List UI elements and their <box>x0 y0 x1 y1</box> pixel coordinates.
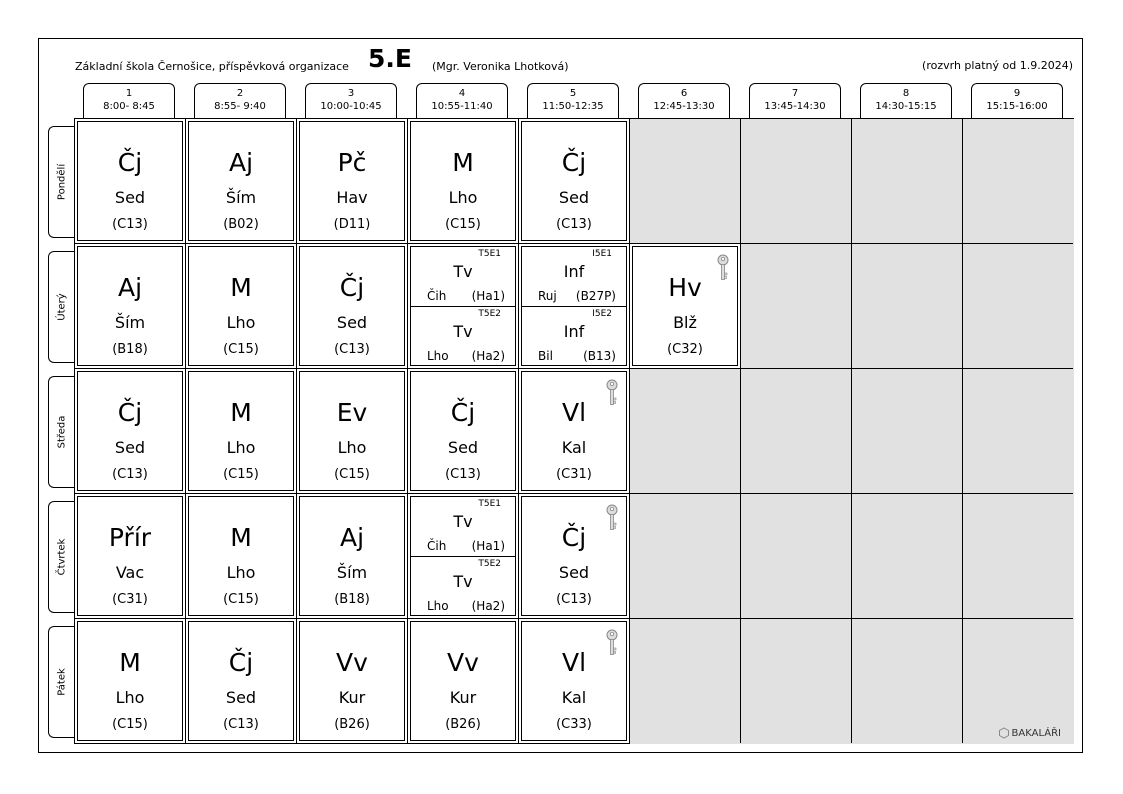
day-header <box>48 126 74 238</box>
lesson-cell <box>299 621 405 741</box>
room: (C15) <box>223 342 259 357</box>
subject: Inf <box>563 262 585 281</box>
room: (C15) <box>112 717 148 732</box>
empty-cell <box>963 619 1074 744</box>
teacher-code: Čih <box>427 539 447 553</box>
subject: Vv <box>336 648 368 677</box>
room: (C31) <box>556 467 592 482</box>
period-time: 8:00- 8:45 <box>103 101 155 112</box>
subject: Tv <box>453 572 473 591</box>
lesson-cell <box>410 371 516 491</box>
room: (C13) <box>556 217 592 232</box>
empty-cell <box>963 494 1074 619</box>
lesson-cell <box>77 246 183 366</box>
period-number: 3 <box>347 88 355 99</box>
empty-cell <box>741 369 852 494</box>
empty-cell <box>630 369 741 494</box>
period-number: 9 <box>1013 88 1021 99</box>
teacher-code: Kal <box>561 688 587 707</box>
teacher-code: Ším <box>225 188 257 207</box>
lesson-cell <box>188 246 294 366</box>
key-icon <box>605 629 619 657</box>
lesson-cell <box>410 621 516 741</box>
grid-line <box>407 119 408 743</box>
teacher-code: Sed <box>558 563 590 582</box>
period-time: 12:45-13:30 <box>653 101 715 112</box>
grid-line <box>185 119 186 743</box>
day-header <box>48 501 74 613</box>
room: (B26) <box>445 717 481 732</box>
key-icon <box>605 379 619 407</box>
teacher-code: Kur <box>338 688 366 707</box>
group-code: T5E2 <box>478 309 501 319</box>
room: (B02) <box>223 217 259 232</box>
lesson-group <box>522 247 626 306</box>
room: (C13) <box>445 467 481 482</box>
room: (B26) <box>334 717 370 732</box>
subject: M <box>230 398 252 427</box>
period-header <box>638 83 730 118</box>
room: (C33) <box>556 717 592 732</box>
bakalari-label: BAKALÁŘI <box>1011 728 1061 739</box>
room: (B27P) <box>575 289 616 303</box>
lesson-cell <box>188 621 294 741</box>
lesson-cell <box>299 371 405 491</box>
lesson-cell <box>188 121 294 241</box>
empty-cell <box>741 244 852 369</box>
day-name: Úterý <box>56 293 67 321</box>
period-time: 10:55-11:40 <box>431 101 493 112</box>
validity-date: (rozvrh platný od 1.9.2024) <box>922 59 1073 72</box>
subject: Čj <box>228 648 254 677</box>
teacher-code: Lho <box>427 599 449 613</box>
empty-cell <box>741 619 852 744</box>
group-code: T5E1 <box>478 499 501 509</box>
subject: Tv <box>453 512 473 531</box>
lesson-cell <box>299 121 405 241</box>
subject: Čj <box>117 398 143 427</box>
empty-cell <box>852 244 963 369</box>
empty-cell <box>963 244 1074 369</box>
empty-cell <box>963 369 1074 494</box>
period-header <box>749 83 841 118</box>
lesson-cell <box>299 496 405 616</box>
day-header <box>48 251 74 363</box>
subject: Ev <box>336 398 368 427</box>
grid-line <box>75 493 1073 494</box>
teacher-code: Sed <box>114 188 146 207</box>
lesson-group <box>411 557 515 616</box>
teacher-code: Sed <box>558 188 590 207</box>
lesson-cell-split <box>410 496 516 616</box>
teacher-code: Hav <box>336 188 368 207</box>
teacher-code: Ruj <box>538 289 557 303</box>
teacher-code: Lho <box>448 188 478 207</box>
teacher-code: Sed <box>336 313 368 332</box>
group-divider <box>411 556 515 557</box>
teacher-code: Sed <box>114 438 146 457</box>
grid-line <box>629 119 630 743</box>
teacher-code: Ším <box>336 563 368 582</box>
teacher-code: Sed <box>447 438 479 457</box>
teacher-code: Bil <box>538 349 553 363</box>
group-divider <box>411 306 515 307</box>
empty-cell <box>630 619 741 744</box>
room: (Ha2) <box>471 599 505 613</box>
key-icon <box>716 254 730 282</box>
period-number: 4 <box>458 88 466 99</box>
room: (C13) <box>112 217 148 232</box>
period-time: 15:15-16:00 <box>986 101 1048 112</box>
room: (B18) <box>112 342 148 357</box>
grid-line <box>740 119 741 743</box>
subject: Čj <box>561 148 587 177</box>
lesson-cell <box>632 246 738 366</box>
lesson-cell <box>77 496 183 616</box>
subject: Vl <box>561 648 587 677</box>
subject: M <box>452 148 474 177</box>
key-icon <box>605 504 619 532</box>
room: (B13) <box>583 349 616 363</box>
grid-line <box>518 119 519 743</box>
grid-line <box>75 618 1073 619</box>
period-header <box>527 83 619 118</box>
period-header <box>971 83 1063 118</box>
group-divider <box>522 306 626 307</box>
teacher-code: Vac <box>115 563 145 582</box>
period-number: 1 <box>125 88 133 99</box>
room: (Ha1) <box>471 289 505 303</box>
room: (C13) <box>334 342 370 357</box>
subject: Hv <box>668 273 702 302</box>
teacher-code: Lho <box>115 688 145 707</box>
subject: Čj <box>561 523 587 552</box>
teacher-code: Lho <box>226 563 256 582</box>
period-time: 13:45-14:30 <box>764 101 826 112</box>
class-teacher: (Mgr. Veronika Lhotková) <box>432 60 569 73</box>
day-header <box>48 626 74 738</box>
group-code: T5E1 <box>478 249 501 259</box>
room: (C13) <box>223 717 259 732</box>
empty-cell <box>963 119 1074 244</box>
period-header <box>83 83 175 118</box>
lesson-cell <box>77 121 183 241</box>
subject: Čj <box>117 148 143 177</box>
lesson-cell <box>299 246 405 366</box>
grid-line <box>962 119 963 743</box>
day-header <box>48 376 74 488</box>
subject: Čj <box>450 398 476 427</box>
teacher-code: Čih <box>427 289 447 303</box>
subject: M <box>230 273 252 302</box>
lesson-group <box>411 497 515 556</box>
teacher-code: Sed <box>225 688 257 707</box>
teacher-code: Kal <box>561 438 587 457</box>
subject: Pč <box>337 148 367 177</box>
timetable-grid <box>74 118 1074 744</box>
period-time: 10:00-10:45 <box>320 101 382 112</box>
lesson-cell <box>188 496 294 616</box>
room: (C13) <box>556 592 592 607</box>
lesson-group <box>411 247 515 306</box>
empty-cell <box>852 369 963 494</box>
teacher-code: Lho <box>226 313 256 332</box>
group-code: I5E1 <box>592 249 612 259</box>
teacher-code: Lho <box>427 349 449 363</box>
empty-cell <box>852 119 963 244</box>
day-name: Pondělí <box>56 163 67 201</box>
period-number: 6 <box>680 88 688 99</box>
bakalari-logo-icon <box>998 727 1010 739</box>
room: (Ha2) <box>471 349 505 363</box>
room: (Ha1) <box>471 539 505 553</box>
subject: Čj <box>339 273 365 302</box>
class-name: 5.E <box>368 44 412 73</box>
bakalari-brand <box>998 727 1061 739</box>
subject: Inf <box>563 322 585 341</box>
grid-line <box>75 243 1073 244</box>
lesson-cell <box>521 496 627 616</box>
room: (C15) <box>445 217 481 232</box>
period-time: 8:55- 9:40 <box>214 101 266 112</box>
period-header <box>194 83 286 118</box>
lesson-cell-split <box>521 246 627 366</box>
subject: Vl <box>561 398 587 427</box>
period-time: 11:50-12:35 <box>542 101 604 112</box>
teacher-code: Lho <box>337 438 367 457</box>
day-name: Pátek <box>56 668 67 696</box>
lesson-group <box>411 307 515 366</box>
empty-cell <box>741 494 852 619</box>
grid-line <box>851 119 852 743</box>
room: (C13) <box>112 467 148 482</box>
period-number: 8 <box>902 88 910 99</box>
room: (D11) <box>333 217 371 232</box>
lesson-cell <box>521 371 627 491</box>
room: (C32) <box>667 342 703 357</box>
period-number: 5 <box>569 88 577 99</box>
subject: Vv <box>447 648 479 677</box>
room: (C15) <box>223 592 259 607</box>
lesson-cell <box>410 121 516 241</box>
group-code: I5E2 <box>592 309 612 319</box>
teacher-code: Ším <box>114 313 146 332</box>
day-name: Středa <box>56 415 67 449</box>
empty-cell <box>630 494 741 619</box>
subject: M <box>119 648 141 677</box>
room: (B18) <box>334 592 370 607</box>
subject: Tv <box>453 262 473 281</box>
empty-cell <box>630 119 741 244</box>
teacher-code: Blž <box>673 313 697 332</box>
subject: Aj <box>339 523 365 552</box>
subject: Aj <box>228 148 254 177</box>
subject: Aj <box>117 273 143 302</box>
lesson-cell-split <box>410 246 516 366</box>
period-header <box>416 83 508 118</box>
room: (C15) <box>334 467 370 482</box>
grid-line <box>75 368 1073 369</box>
empty-cell <box>741 119 852 244</box>
grid-line <box>296 119 297 743</box>
lesson-cell <box>77 621 183 741</box>
empty-cell <box>852 494 963 619</box>
lesson-cell <box>521 621 627 741</box>
group-code: T5E2 <box>478 559 501 569</box>
period-number: 7 <box>791 88 799 99</box>
empty-cell <box>852 619 963 744</box>
subject: Tv <box>453 322 473 341</box>
lesson-cell <box>521 121 627 241</box>
lesson-cell <box>77 371 183 491</box>
period-header <box>860 83 952 118</box>
period-number: 2 <box>236 88 244 99</box>
room: (C31) <box>112 592 148 607</box>
school-name: Základní škola Černošice, příspěvková organizace <box>75 60 349 73</box>
subject: M <box>230 523 252 552</box>
room: (C15) <box>223 467 259 482</box>
day-name: Čtvrtek <box>56 538 67 576</box>
period-header <box>305 83 397 118</box>
lesson-cell <box>188 371 294 491</box>
teacher-code: Lho <box>226 438 256 457</box>
subject: Přír <box>108 523 152 552</box>
teacher-code: Kur <box>449 688 477 707</box>
lesson-group <box>522 307 626 366</box>
period-time: 14:30-15:15 <box>875 101 937 112</box>
